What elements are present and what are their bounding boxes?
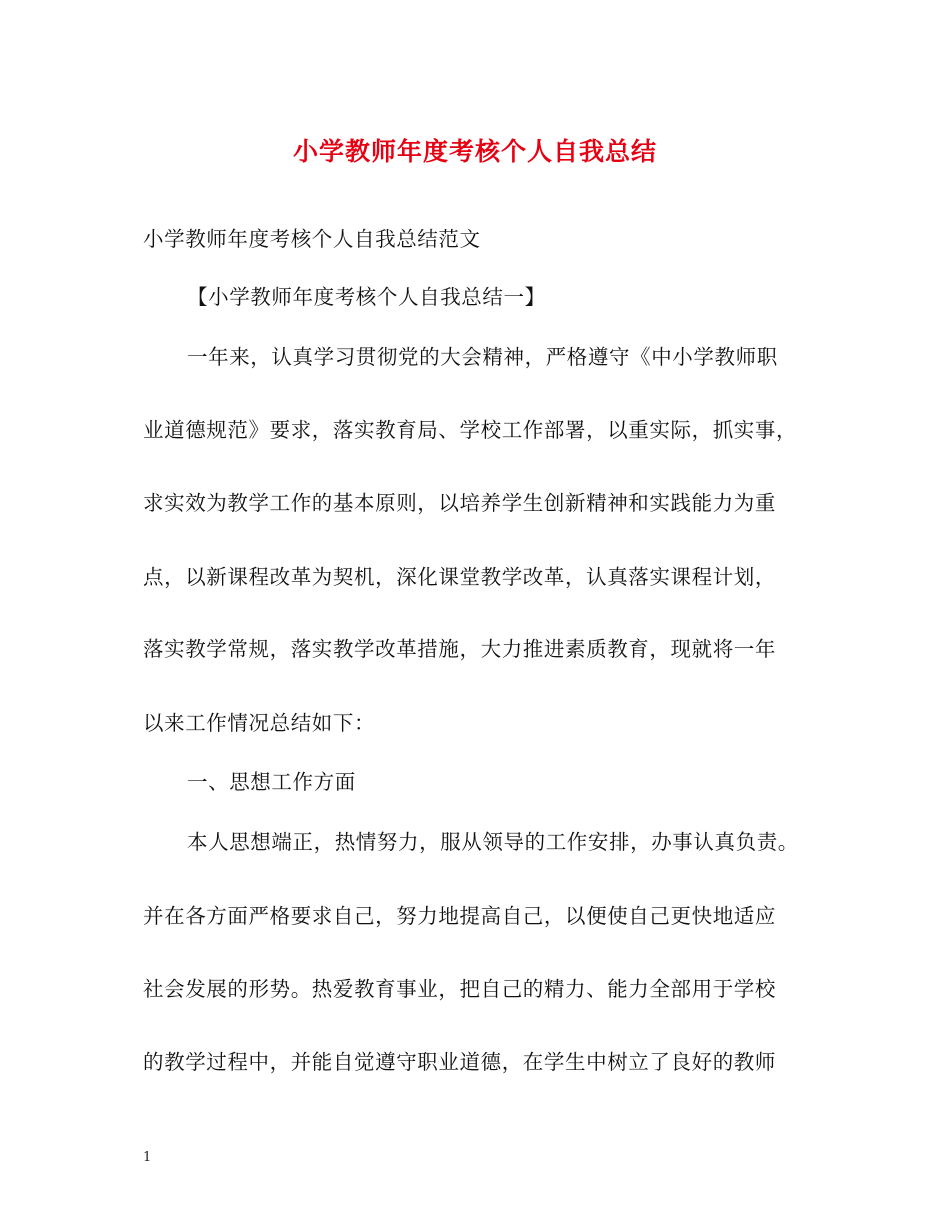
- paragraph-line: 本人思想端正，热情努力，服从领导的工作安排，办事认真负责。: [187, 830, 799, 854]
- section-heading: 一、思想工作方面: [187, 770, 356, 794]
- paragraph-line: 以来工作情况总结如下：: [143, 711, 376, 735]
- paragraph-line: 落实教学常规，落实教学改革措施，大力推进素质教育，现就将一年: [143, 637, 776, 661]
- paragraph-line: 点，以新课程改革为契机，深化课堂教学改革，认真落实课程计划，: [143, 565, 776, 589]
- document-title: 小学教师年度考核个人自我总结: [292, 137, 657, 166]
- section-header: 【小学教师年度考核个人自我总结一】: [187, 285, 546, 309]
- paragraph-line: 并在各方面严格要求自己，努力地提高自己，以便使自己更快地适应: [143, 904, 776, 928]
- page-number: 1: [143, 1150, 152, 1165]
- paragraph-line: 业道德规范》要求，落实教育局、学校工作部署，以重实际，抓实事，: [143, 418, 798, 442]
- document-subtitle: 小学教师年度考核个人自我总结范文: [143, 227, 481, 251]
- paragraph-line: 一年来，认真学习贯彻党的大会精神，严格遵守《中小学教师职: [187, 345, 778, 369]
- paragraph-line: 社会发展的形势。热爱教育事业，把自己的精力、能力全部用于学校: [143, 977, 776, 1001]
- paragraph-line: 求实效为教学工作的基本原则，以培养学生创新精神和实践能力为重: [143, 491, 776, 515]
- paragraph-line: 的教学过程中，并能自觉遵守职业道德，在学生中树立了良好的教师: [143, 1050, 776, 1074]
